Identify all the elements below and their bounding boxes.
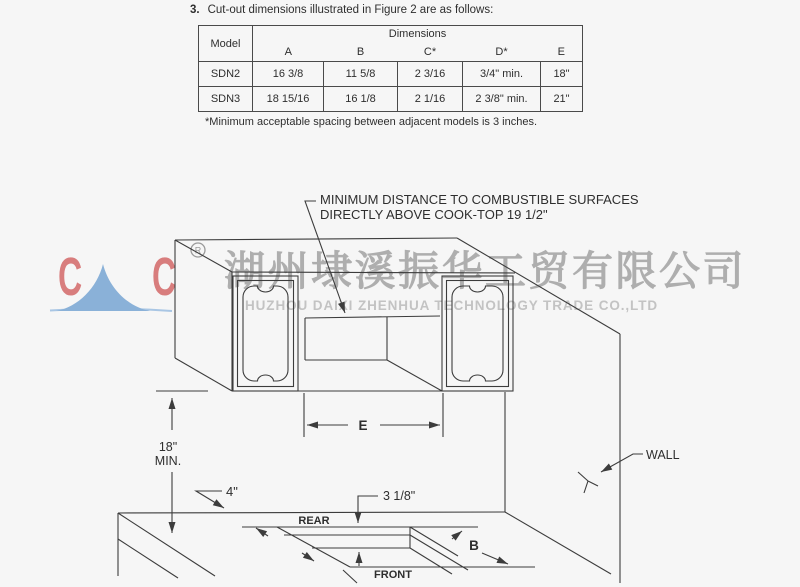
- model-cell: SDN2: [199, 62, 253, 87]
- step-text: Cut-out dimensions illustrated in Figure 2 are as follows:: [207, 4, 494, 16]
- model-header-cell: Model: [199, 26, 253, 62]
- countertop-outline: [118, 512, 611, 578]
- column-letter-cell: B: [356, 45, 365, 58]
- rear-offset-dimension: [358, 496, 378, 566]
- label-wall: WALL: [646, 448, 680, 462]
- column-letter-cell: A: [284, 45, 292, 58]
- value-cell: 16 3/8: [253, 62, 324, 87]
- annotation-line1: MINIMUM DISTANCE TO COMBUSTIBLE SURFACES: [320, 192, 639, 207]
- side-distance-leader: [196, 491, 224, 508]
- value-cell: 21": [541, 87, 583, 112]
- value-cell: 3/4" min.: [463, 62, 541, 87]
- svg-text:R: R: [194, 245, 202, 256]
- label-e: E: [358, 418, 368, 433]
- wall-leader: [578, 454, 643, 493]
- label-min: MIN.: [154, 454, 182, 468]
- column-letter-cell: C*: [423, 45, 437, 58]
- column-letter-cell: E: [557, 45, 565, 58]
- value-cell: 16 1/8: [324, 87, 398, 112]
- column-letter-cell: D*: [495, 45, 508, 58]
- dimensions-span-header: Dimensions: [388, 28, 447, 41]
- watermark-company-name-en: HUZHOU DAIXI ZHENHUA TECHNOLOGY TRADE CO.,LTD: [245, 298, 658, 313]
- annotation-line2: DIRECTLY ABOVE COOK-TOP 19 1/2": [320, 207, 548, 222]
- value-cell: 18 15/16: [253, 87, 324, 112]
- opening-width-dimension: [304, 393, 443, 437]
- value-cell: 2 3/16: [398, 62, 463, 87]
- cooktop-recess: [305, 316, 442, 391]
- label-front: FRONT: [374, 569, 412, 581]
- value-cell: 2 3/8" min.: [463, 87, 541, 112]
- company-watermark: [50, 243, 746, 313]
- value-cell: 2 1/16: [398, 87, 463, 112]
- watermark-company-name-cn: 湖州埭溪振华工贸有限公司: [224, 248, 746, 294]
- label-3-1-8in: 3 1/8": [383, 489, 416, 503]
- value-cell: 11 5/8: [324, 62, 398, 87]
- label-rear: REAR: [298, 515, 330, 527]
- logo-letter-c-right: C: [152, 245, 177, 308]
- value-cell: 18": [541, 62, 583, 87]
- logo-letter-c-left: C: [58, 245, 83, 308]
- label-b: B: [469, 538, 479, 553]
- table-footnote: *Minimum acceptable spacing between adjacent models is 3 inches.: [205, 116, 538, 128]
- step-number: 3.: [190, 4, 200, 16]
- label-18in: 18": [158, 440, 178, 454]
- label-4in: 4": [226, 484, 238, 499]
- model-cell: SDN3: [199, 87, 253, 112]
